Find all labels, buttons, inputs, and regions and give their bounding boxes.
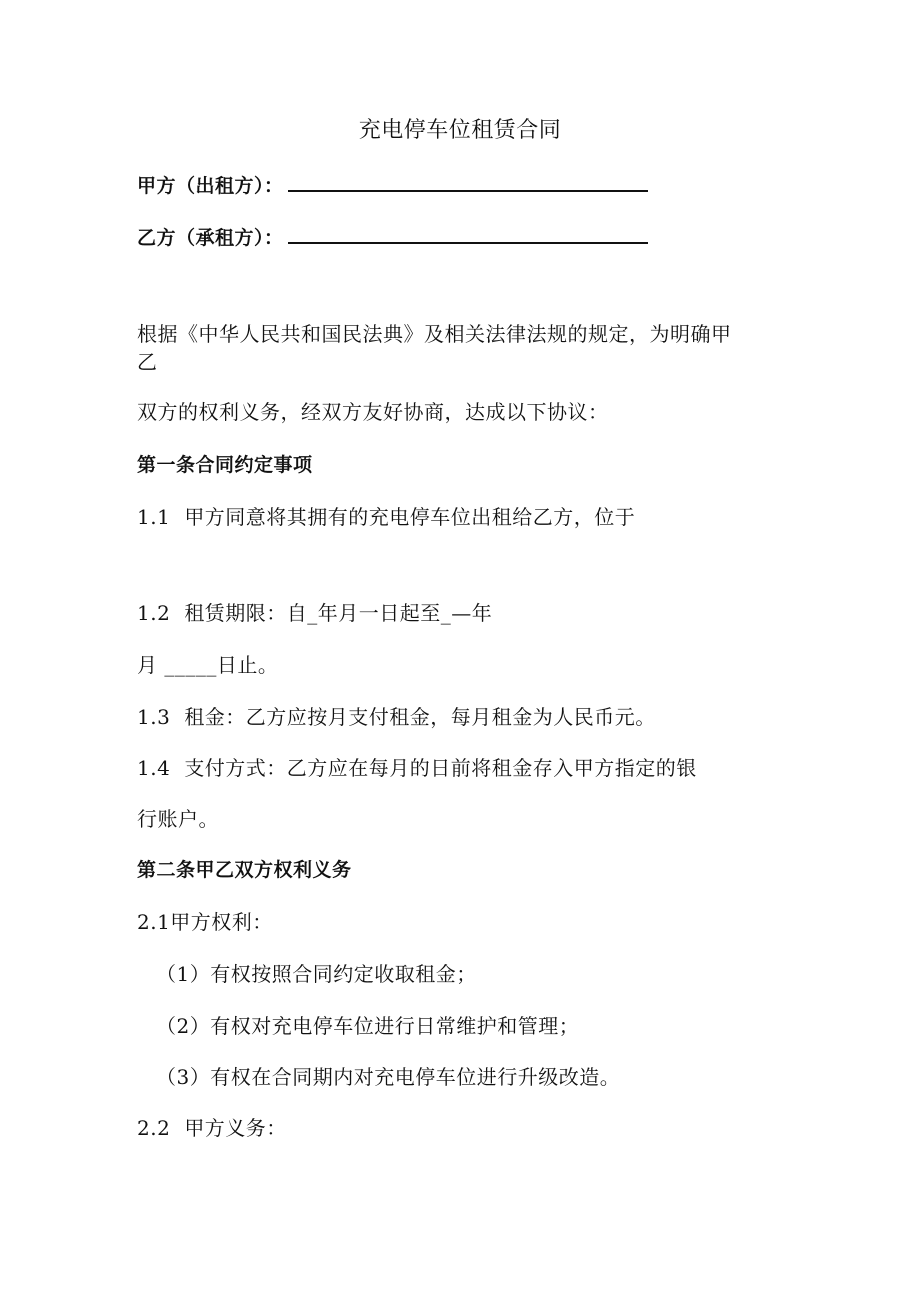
clause-1-4-text: 支付方式：乙方应在每月的日前将租金存入甲方指定的银 [184, 756, 697, 780]
clause-1-2-continued: 月 _____日止。 [137, 653, 279, 677]
document-title: 充电停车位租赁合同 [358, 118, 562, 143]
clause-1-3 [137, 703, 656, 731]
clause-1-4-continued: 行账户。 [137, 807, 219, 831]
clause-1-1-text: 甲方同意将其拥有的充电停车位出租给乙方，位于 [184, 505, 636, 529]
clause-1-1-number: 1.1 [137, 505, 171, 529]
clause-1-4 [137, 754, 697, 782]
clause-2-2-text: 甲方义务： [184, 1116, 287, 1140]
party-b-line [137, 224, 648, 252]
party-b-label: 乙方（承租方）： [137, 227, 284, 249]
party-a-line [137, 172, 648, 200]
clause-2-2 [137, 1114, 287, 1142]
article-1-heading: 第一条合同约定事项 [137, 454, 313, 476]
party-b-blank [288, 224, 648, 244]
clause-2-2-number: 2.2 [137, 1116, 171, 1140]
clause-1-4-number: 1.4 [137, 756, 171, 780]
clause-1-1 [137, 503, 635, 531]
clause-2-1: 2.1甲方权利： [137, 910, 273, 934]
article-2-heading: 第二条甲乙双方权利义务 [137, 859, 352, 881]
intro-line-3: 双方的权利义务，经双方友好协商，达成以下协议： [137, 400, 609, 424]
clause-1-2 [137, 599, 492, 627]
party-a-blank [288, 172, 648, 192]
clause-1-3-number: 1.3 [137, 705, 171, 729]
party-a-right-3: （3）有权在合同期内对充电停车位进行升级改造。 [156, 1065, 621, 1089]
clause-1-3-text: 租金：乙方应按月支付租金，每月租金为人民币元。 [184, 705, 656, 729]
clause-1-2-number: 1.2 [137, 601, 171, 625]
intro-line-1: 根据《中华人民共和国民法典》及相关法律法规的规定，为明确甲 [137, 322, 732, 346]
party-a-right-1: （1）有权按照合同约定收取租金； [156, 962, 477, 986]
party-a-label: 甲方（出租方）： [137, 175, 284, 197]
intro-line-2: 乙 [137, 350, 158, 374]
party-a-right-2: （2）有权对充电停车位进行日常维护和管理； [156, 1014, 580, 1038]
clause-1-2-text: 租赁期限：自_年月一日起至_—年 [184, 601, 493, 625]
